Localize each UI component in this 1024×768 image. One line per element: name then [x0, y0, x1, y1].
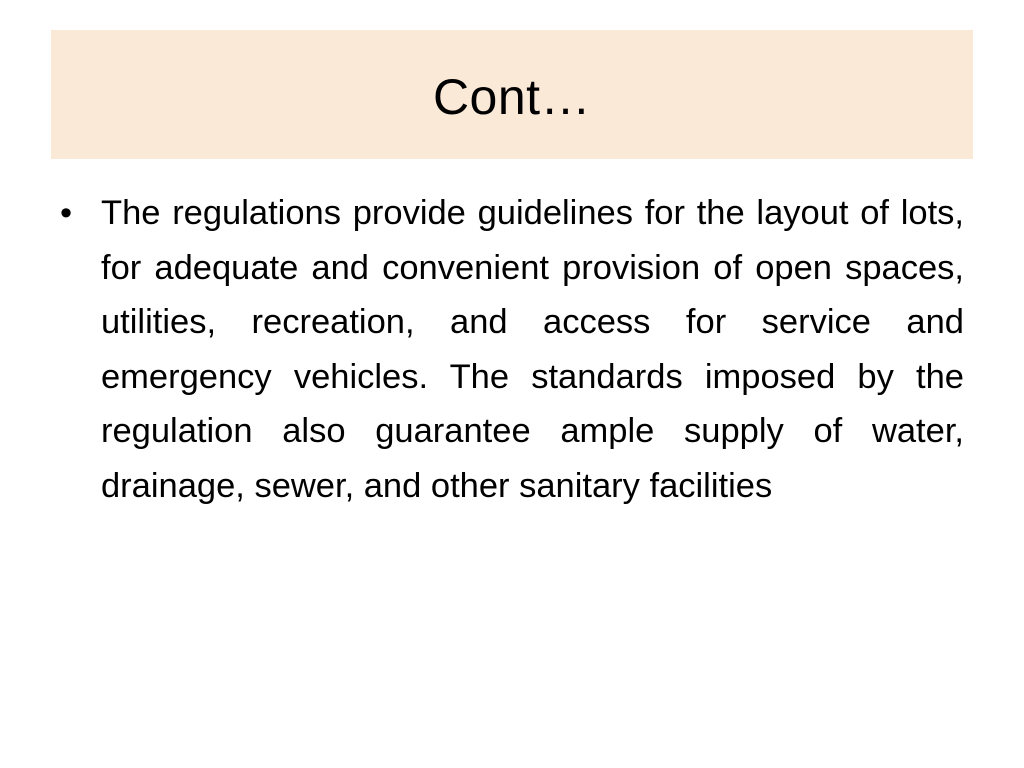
bullet-text: The regulations provide guidelines for the layout of lots, for adequate and convenient provision of open spaces, utilities, recreation, and access for service and emergency vehicles. The standards imposed by the regulation also guarantee ample supply of water, drainage, sewer, and other sanitary facilities	[101, 194, 964, 505]
bullet-marker: •	[60, 194, 73, 232]
bullet-list	[60, 186, 964, 513]
slide-body	[60, 186, 964, 513]
slide-title: Cont…	[432, 68, 592, 125]
title-band	[51, 30, 973, 159]
bullet-item	[60, 186, 964, 513]
